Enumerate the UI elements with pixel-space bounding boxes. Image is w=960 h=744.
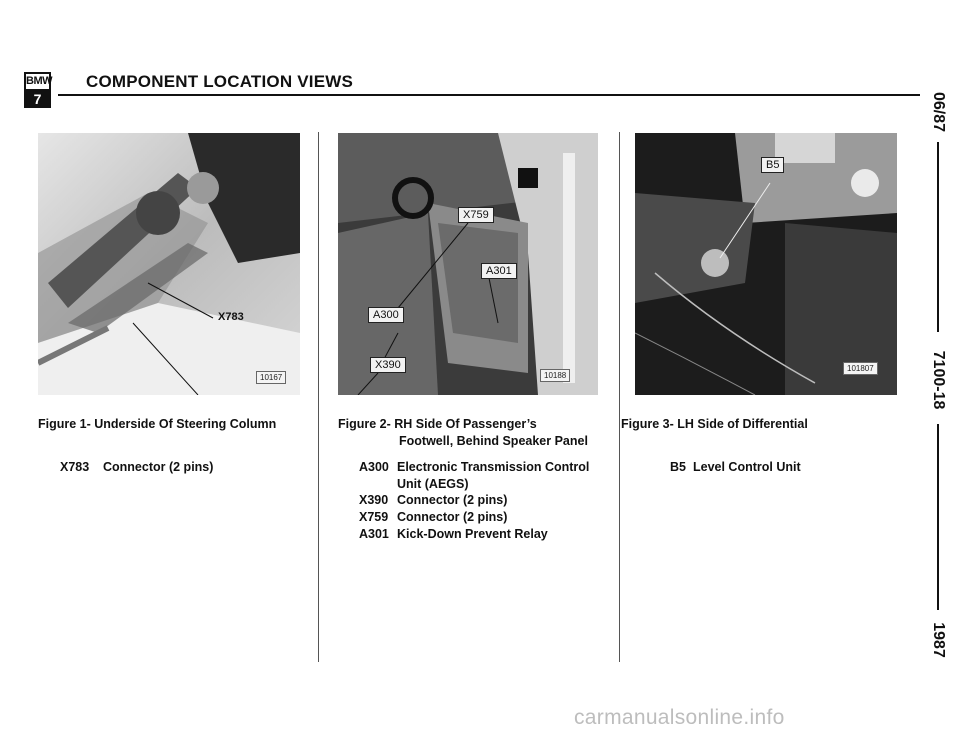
legend-code: X783 [60, 460, 90, 474]
legend-desc: Connector (2 pins) [397, 510, 508, 524]
figure-2-label-x390: X390 [370, 357, 406, 373]
legend-code: A301 [359, 527, 389, 541]
logo-bottom-text: 7 [26, 91, 49, 108]
side-rule-1 [937, 142, 939, 332]
figure-2-caption-line2: Footwell, Behind Speaker Panel [399, 434, 588, 448]
legend-desc: Electronic Transmission Control [397, 460, 590, 474]
figure-3-caption: Figure 3- LH Side of Differential [621, 417, 808, 431]
bmw-7-logo [24, 72, 51, 108]
logo-top-text: BMW [26, 74, 49, 91]
legend-code: X759 [359, 510, 389, 524]
figure-3-photo [635, 133, 897, 395]
legend-desc: Connector (2 pins) [397, 493, 508, 507]
figure-2-label-a300: A300 [368, 307, 404, 323]
page-title: COMPONENT LOCATION VIEWS [86, 72, 354, 91]
figure-1-label-x783: X783 [218, 311, 244, 323]
figure-2-caption: Figure 2- RH Side Of Passenger’s [338, 417, 537, 431]
figure-2-legend-item [359, 492, 599, 509]
figure-3-photo-number: 101807 [843, 362, 878, 375]
figure-2-photo-number: 10188 [540, 369, 570, 382]
figure-1-photo-number: 10167 [256, 371, 286, 384]
legend-desc: Connector (2 pins) [103, 460, 214, 474]
figure-1-caption: Figure 1- Underside Of Steering Column [38, 417, 277, 431]
figure-1-photo [38, 133, 300, 395]
side-year: 1987 [930, 622, 947, 658]
side-date: 06/87 [930, 91, 947, 133]
figure-3-legend-item [670, 459, 890, 476]
figure-1-legend-item [60, 459, 300, 476]
legend-desc: Level Control Unit [693, 460, 801, 474]
legend-desc: Kick-Down Prevent Relay [397, 527, 548, 541]
figure-3-label-b5: B5 [761, 157, 784, 173]
figure-2-label-a301: A301 [481, 263, 517, 279]
legend-code: X390 [359, 493, 389, 507]
column-divider [318, 132, 319, 662]
figure-2-legend-item [359, 509, 599, 526]
legend-code: A300 [359, 460, 389, 474]
column-divider [619, 132, 620, 662]
figure-2-photo [338, 133, 598, 395]
figure-2-legend-item [359, 526, 599, 543]
side-rule-2 [937, 424, 939, 610]
figure-2-label-x759: X759 [458, 207, 494, 223]
figure-2-legend-item [359, 459, 599, 493]
legend-code: B5 [670, 460, 686, 474]
legend-desc-line2: Unit (AEGS) [397, 477, 469, 491]
side-page-id: 7100-18 [930, 350, 947, 410]
watermark: carmanualsonline.info [574, 706, 785, 729]
header-rule [58, 94, 920, 96]
